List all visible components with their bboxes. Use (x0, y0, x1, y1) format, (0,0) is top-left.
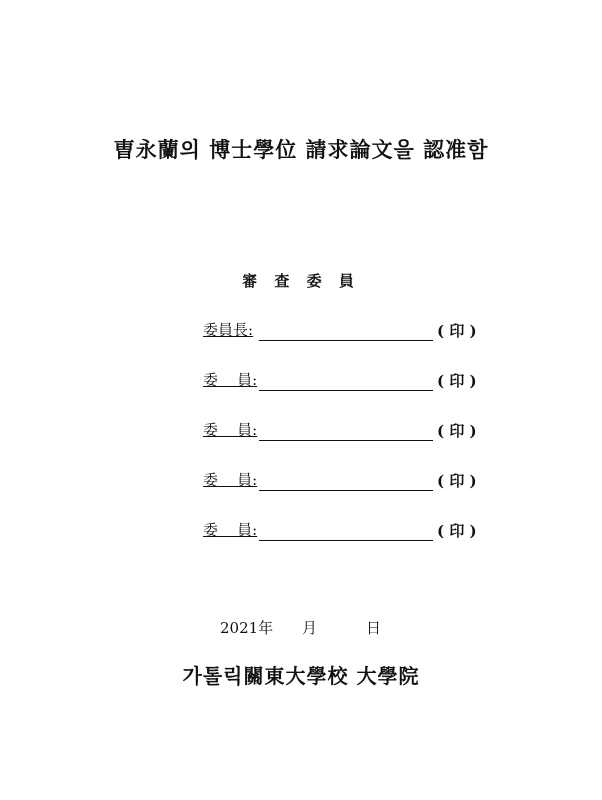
signature-role-label: 委 員: (203, 421, 258, 439)
signature-line (259, 540, 433, 541)
signature-role-label: 委員長: (203, 321, 254, 339)
signature-row-chair (203, 320, 493, 344)
signature-role-label: 委 員: (203, 471, 258, 489)
date-year: 2021年 (220, 619, 274, 637)
approval-date (220, 617, 381, 638)
date-month: 月 (302, 619, 318, 637)
signature-line (259, 490, 433, 491)
signature-row-member-2 (203, 420, 493, 444)
seal-mark: ( 印 ) (437, 372, 477, 390)
signature-role-label: 委 員: (203, 521, 258, 539)
seal-mark: ( 印 ) (437, 422, 477, 440)
document-title: 曺永蘭의 博士學位 請求論文을 認准함 (113, 137, 489, 162)
signature-line (259, 340, 433, 341)
signature-line (259, 390, 433, 391)
seal-mark: ( 印 ) (437, 472, 477, 490)
signature-row-member-3 (203, 470, 493, 494)
committee-heading: 審 査 委 員 (242, 272, 360, 290)
seal-mark: ( 印 ) (437, 322, 477, 340)
signature-row-member-4 (203, 520, 493, 544)
signature-line (259, 440, 433, 441)
seal-mark: ( 印 ) (437, 522, 477, 540)
date-day: 日 (366, 619, 382, 637)
institution-name: 가톨릭關東大學校 大學院 (182, 664, 420, 688)
signature-row-member-1 (203, 370, 493, 394)
signature-role-label: 委 員: (203, 371, 258, 389)
